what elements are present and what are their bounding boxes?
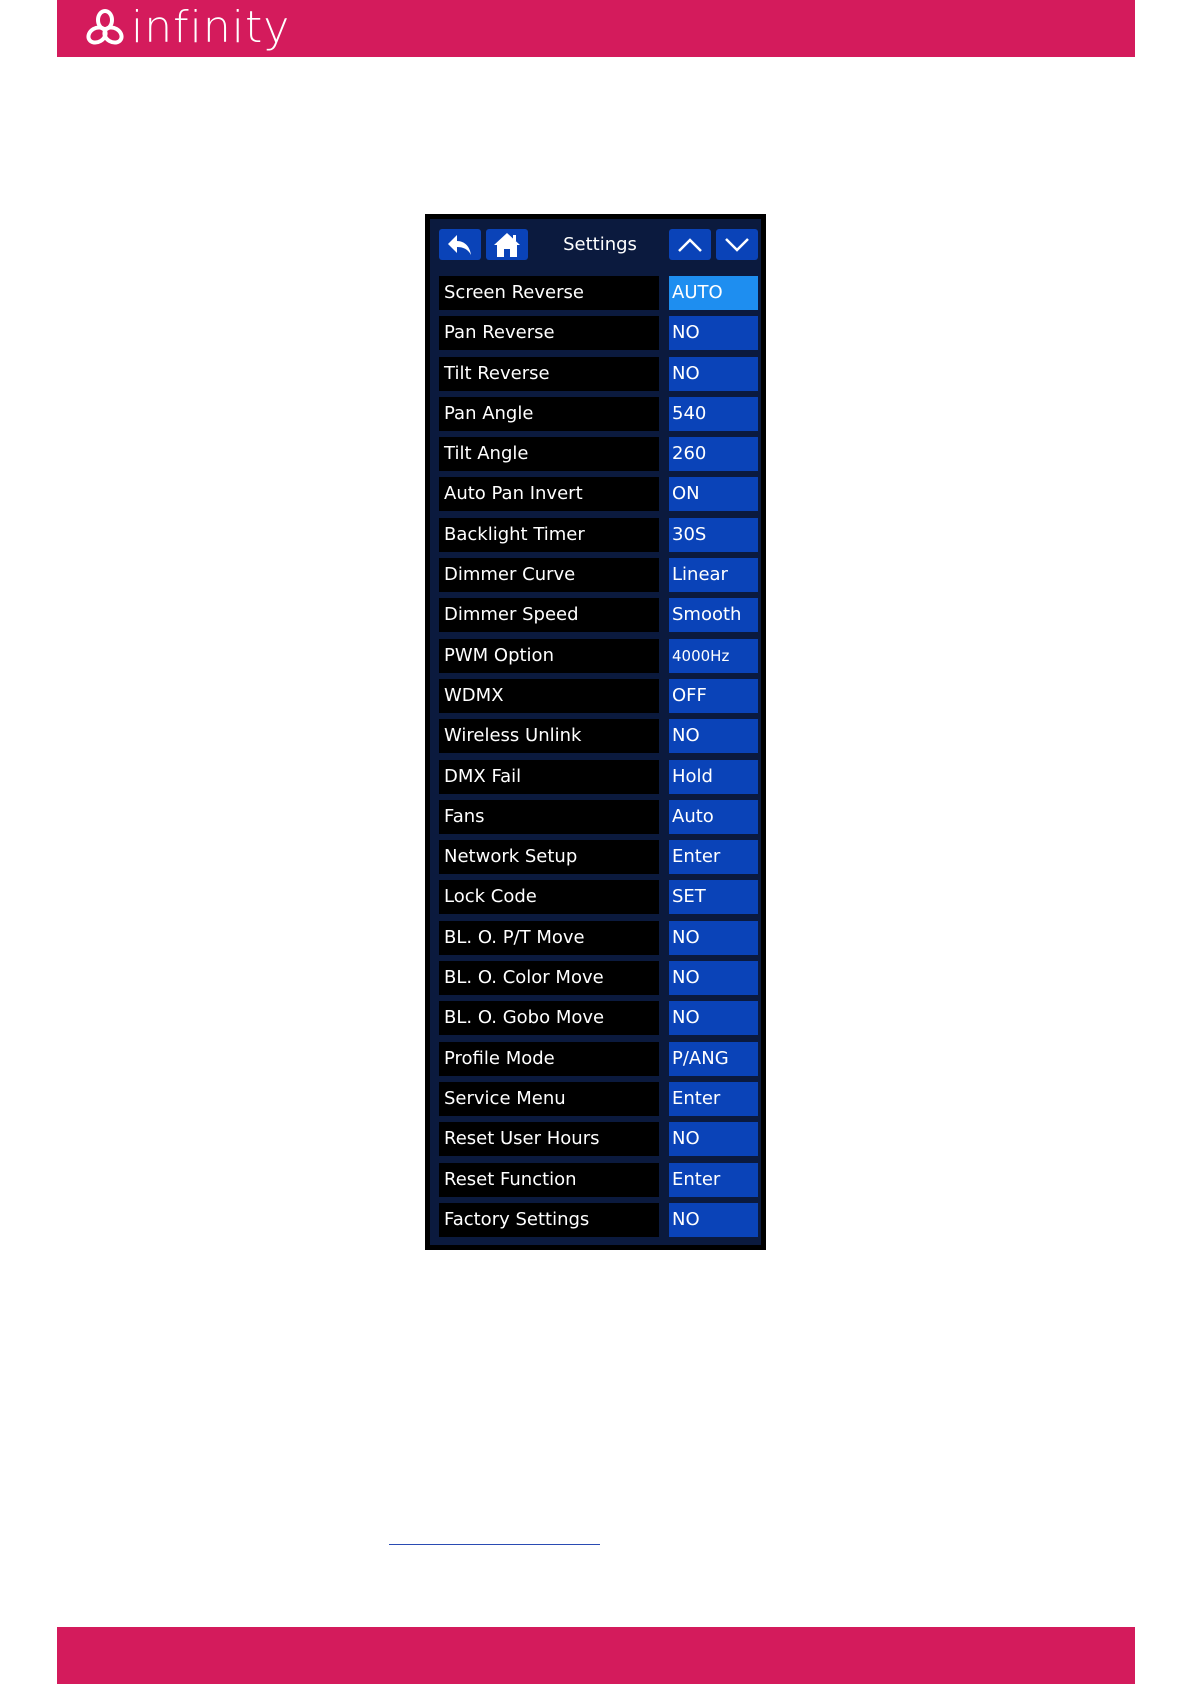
setting-label: Tilt Angle	[439, 437, 659, 471]
setting-label: WDMX	[439, 679, 659, 713]
setting-label: Factory Settings	[439, 1203, 659, 1237]
back-arrow-icon	[446, 233, 474, 257]
setting-value-button[interactable]: ON	[669, 477, 758, 511]
setting-label: Fans	[439, 800, 659, 834]
setting-label: BL. O. Gobo Move	[439, 1001, 659, 1035]
settings-title: Settings	[563, 234, 637, 255]
settings-row[interactable]	[435, 838, 756, 878]
setting-value-button[interactable]: NO	[669, 357, 758, 391]
settings-panel-inner	[430, 219, 761, 1245]
setting-label: Wireless Unlink	[439, 719, 659, 753]
setting-value-button[interactable]: P/ANG	[669, 1042, 758, 1076]
setting-label: Pan Angle	[439, 397, 659, 431]
setting-label: Screen Reverse	[439, 276, 659, 310]
setting-label: Reset User Hours	[439, 1122, 659, 1156]
settings-row[interactable]	[435, 1040, 756, 1080]
settings-list	[435, 274, 756, 1241]
setting-value-button[interactable]: AUTO	[669, 276, 758, 310]
settings-row[interactable]	[435, 798, 756, 838]
settings-row[interactable]	[435, 516, 756, 556]
setting-value-button[interactable]: 30S	[669, 518, 758, 552]
setting-label: Lock Code	[439, 880, 659, 914]
settings-row[interactable]	[435, 878, 756, 918]
setting-label: BL. O. P/T Move	[439, 921, 659, 955]
setting-value-button[interactable]: NO	[669, 316, 758, 350]
setting-value-button[interactable]: Smooth	[669, 598, 758, 632]
setting-value-button[interactable]: NO	[669, 1122, 758, 1156]
home-icon	[493, 232, 521, 258]
setting-value-button[interactable]: Enter	[669, 1082, 758, 1116]
settings-row[interactable]	[435, 435, 756, 475]
setting-label: Pan Reverse	[439, 316, 659, 350]
settings-row[interactable]	[435, 919, 756, 959]
setting-label: Dimmer Speed	[439, 598, 659, 632]
settings-row[interactable]	[435, 758, 756, 798]
setting-label: BL. O. Color Move	[439, 961, 659, 995]
setting-value-button[interactable]: NO	[669, 1001, 758, 1035]
setting-value-button[interactable]: NO	[669, 921, 758, 955]
settings-row[interactable]	[435, 717, 756, 757]
setting-label: Tilt Reverse	[439, 357, 659, 391]
settings-row[interactable]	[435, 1201, 756, 1241]
setting-value-button[interactable]: 540	[669, 397, 758, 431]
settings-row[interactable]	[435, 314, 756, 354]
brand-name: infinity	[131, 2, 291, 53]
settings-row[interactable]	[435, 677, 756, 717]
scroll-down-button[interactable]	[716, 229, 758, 260]
settings-row[interactable]	[435, 959, 756, 999]
settings-row[interactable]	[435, 355, 756, 395]
setting-value-button[interactable]: NO	[669, 1203, 758, 1237]
setting-label: Network Setup	[439, 840, 659, 874]
setting-value-button[interactable]: Enter	[669, 1163, 758, 1197]
setting-value-button[interactable]: NO	[669, 719, 758, 753]
settings-panel	[425, 214, 766, 1250]
setting-value-button[interactable]: OFF	[669, 679, 758, 713]
setting-label: Backlight Timer	[439, 518, 659, 552]
setting-label: Auto Pan Invert	[439, 477, 659, 511]
footer-link-underline[interactable]	[389, 1540, 600, 1545]
setting-label: DMX Fail	[439, 760, 659, 794]
settings-row[interactable]	[435, 1080, 756, 1120]
settings-row[interactable]	[435, 1161, 756, 1201]
home-button[interactable]	[486, 229, 528, 260]
setting-value-button[interactable]: 4000Hz	[669, 639, 758, 673]
back-button[interactable]	[439, 229, 481, 260]
setting-value-button[interactable]: 260	[669, 437, 758, 471]
setting-label: PWM Option	[439, 639, 659, 673]
setting-label: Reset Function	[439, 1163, 659, 1197]
scroll-up-button[interactable]	[669, 229, 711, 260]
chevron-down-icon	[724, 237, 750, 253]
brand-logo	[85, 2, 291, 53]
settings-row[interactable]	[435, 475, 756, 515]
setting-value-button[interactable]: Linear	[669, 558, 758, 592]
header-banner	[57, 0, 1135, 57]
settings-row[interactable]	[435, 395, 756, 435]
chevron-up-icon	[677, 237, 703, 253]
triple-loop-logo-icon	[85, 8, 125, 48]
setting-value-button[interactable]: Enter	[669, 840, 758, 874]
settings-row[interactable]	[435, 556, 756, 596]
settings-row[interactable]	[435, 999, 756, 1039]
setting-value-button[interactable]: Hold	[669, 760, 758, 794]
settings-header	[435, 225, 756, 265]
settings-row[interactable]	[435, 1120, 756, 1160]
setting-label: Profile Mode	[439, 1042, 659, 1076]
setting-label: Service Menu	[439, 1082, 659, 1116]
settings-row[interactable]	[435, 596, 756, 636]
setting-value-button[interactable]: Auto	[669, 800, 758, 834]
setting-value-button[interactable]: SET	[669, 880, 758, 914]
settings-row[interactable]	[435, 637, 756, 677]
setting-value-button[interactable]: NO	[669, 961, 758, 995]
settings-row[interactable]	[435, 274, 756, 314]
setting-label: Dimmer Curve	[439, 558, 659, 592]
footer-banner	[57, 1627, 1135, 1684]
